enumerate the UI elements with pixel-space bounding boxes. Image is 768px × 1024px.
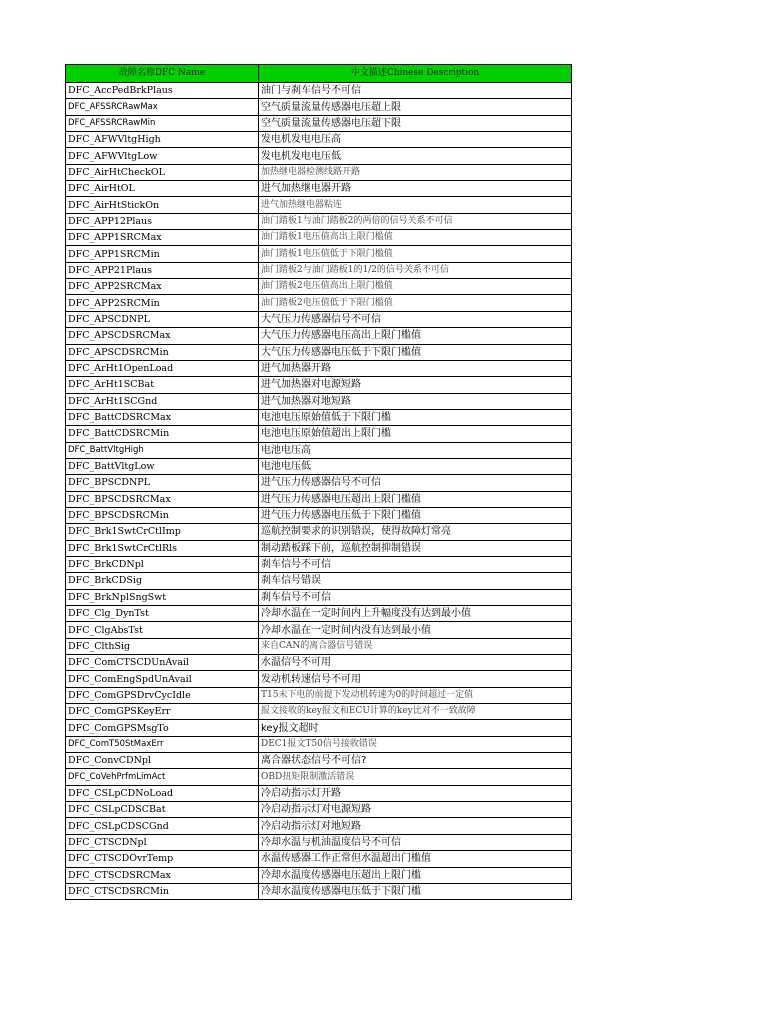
dfc-name-cell: DFC_APSCDSRCMin [66,344,259,360]
table-row [66,181,572,197]
description-cell: 冷却水温度传感器电压超出上限门槛 [259,867,572,883]
table-row [66,197,572,213]
description-cell: 油门踏板2电压值低于下限门槛值 [259,295,572,311]
table-row [66,458,572,474]
dfc-name-cell: DFC_BrkNplSngSwt [66,589,259,605]
description-cell: 电池电压低 [259,458,572,474]
table-row [66,83,572,99]
dfc-name-cell: DFC_ComGPSDrvCycIdle [66,687,259,703]
description-cell: OBD扭矩限制激活错误 [259,769,572,785]
dfc-name-cell: DFC_ComCTSCDUnAvail [66,655,259,671]
dfc-name-cell: DFC_BattCDSRCMax [66,409,259,425]
description-cell: 进气加热器对地短路 [259,393,572,409]
dfc-name-cell: DFC_BPSCDSRCMax [66,491,259,507]
description-cell: 进气加热继电器开路 [259,181,572,197]
description-cell: 电池电压高 [259,442,572,458]
description-cell: 油门踏板2电压值高出上限门槛值 [259,279,572,295]
dfc-name-cell: DFC_CTSCDSRCMin [66,883,259,899]
dfc-name-cell: DFC_APP1SRCMax [66,230,259,246]
description-cell: key报文超时 [259,720,572,736]
header-chinese-description: 中文描述Chinese Description [259,65,572,83]
table-row [66,883,572,899]
table-row [66,377,572,393]
dfc-name-cell: DFC_APP2SRCMin [66,295,259,311]
dfc-name-cell: DFC_AirHtOL [66,181,259,197]
description-cell: 进气加热继电器粘连 [259,197,572,213]
description-cell: 离合器状态信号不可信? [259,753,572,769]
table-row [66,311,572,327]
dfc-name-cell: DFC_ArHt1SCBat [66,377,259,393]
description-cell: 油门踏板1电压值高出上限门槛值 [259,230,572,246]
table-row [66,785,572,801]
table-row [66,426,572,442]
dfc-name-cell: DFC_AirHtCheckOL [66,164,259,180]
description-cell: 发电机发电电压高 [259,132,572,148]
description-cell: 发动机转速信号不可用 [259,671,572,687]
description-cell: 刹车信号不可信 [259,556,572,572]
table-row [66,164,572,180]
table-row [66,393,572,409]
table-row [66,148,572,164]
table-row [66,704,572,720]
dfc-name-cell: DFC_ConvCDNpl [66,753,259,769]
dfc-name-cell: DFC_AccPedBrkPlaus [66,83,259,99]
description-cell: 进气加热器开路 [259,360,572,376]
description-cell: T15未下电的前提下发动机转速为0的时间超过一定值 [259,687,572,703]
table-row [66,655,572,671]
table-row [66,753,572,769]
description-cell: 进气压力传感器电压超出上限门槛值 [259,491,572,507]
description-cell: 冷启动指示灯对地短路 [259,818,572,834]
table-row [66,344,572,360]
dfc-name-cell: DFC_AFSSRCRawMax [66,99,259,115]
table-row [66,115,572,131]
description-cell: 来自CAN的离合器信号错误 [259,638,572,654]
dfc-name-cell: DFC_CSLpCDSCBat [66,802,259,818]
dfc-name-cell: DFC_ClgAbsTst [66,622,259,638]
description-cell: 进气压力传感器信号不可信 [259,475,572,491]
dfc-name-cell: DFC_ArHt1OpenLoad [66,360,259,376]
table-row [66,360,572,376]
dfc-name-cell: DFC_ComT50StMaxErr [66,736,259,752]
table-row [66,230,572,246]
dfc-name-cell: DFC_BrkCDSig [66,573,259,589]
description-cell: 报文接收的key报文和ECU计算的key比对不一致故障 [259,704,572,720]
description-cell: 水温传感器工作正常但水温超出门槛值 [259,851,572,867]
description-cell: 油门踏板1与油门踏板2的两倍的信号关系不可信 [259,213,572,229]
dfc-name-cell: DFC_CoVehPrfmLimAct [66,769,259,785]
table-row [66,867,572,883]
dfc-name-cell: DFC_AirHtStickOn [66,197,259,213]
table-row [66,279,572,295]
dfc-name-cell: DFC_CTSCDNpl [66,834,259,850]
table-row [66,328,572,344]
table-row [66,769,572,785]
description-cell: 进气加热器对电源短路 [259,377,572,393]
table-row [66,475,572,491]
table-row [66,524,572,540]
table-row [66,246,572,262]
table-row [66,507,572,523]
table-row [66,622,572,638]
dfc-name-cell: DFC_Brk1SwtCrCtlRls [66,540,259,556]
description-cell: 冷却水温度传感器电压低于下限门槛 [259,883,572,899]
table-body [66,83,572,900]
description-cell: 冷启动指示灯对电源短路 [259,802,572,818]
description-cell: 空气质量流量传感器电压超下限 [259,115,572,131]
description-cell: 水温信号不可用 [259,655,572,671]
description-cell: 刹车信号不可信 [259,589,572,605]
table-row [66,851,572,867]
table-row [66,262,572,278]
dfc-name-cell: DFC_ClthSig [66,638,259,654]
table-row [66,99,572,115]
description-cell: 油门踏板2与油门踏板1的1/2的信号关系不可信 [259,262,572,278]
description-cell: 发电机发电电压低 [259,148,572,164]
table-row [66,442,572,458]
table-row [66,491,572,507]
table-row [66,295,572,311]
table-row [66,687,572,703]
table-row [66,213,572,229]
table-row [66,638,572,654]
table-row [66,606,572,622]
description-cell: 刹车信号错误 [259,573,572,589]
header-dfc-name: 故障名称DFC Name [66,65,259,83]
table-row [66,589,572,605]
dfc-name-cell: DFC_APP12Plaus [66,213,259,229]
table-row [66,409,572,425]
description-cell: 冷却水温与机油温度信号不可信 [259,834,572,850]
dfc-name-cell: DFC_AFWVltgHigh [66,132,259,148]
dfc-name-cell: DFC_BattCDSRCMin [66,426,259,442]
description-cell: 冷却水温在一定时间内上升幅度没有达到最小值 [259,606,572,622]
dfc-name-cell: DFC_CTSCDOvrTemp [66,851,259,867]
dfc-name-cell: DFC_AFWVltgLow [66,148,259,164]
dfc-name-cell: DFC_ComGPSKeyErr [66,704,259,720]
table-row [66,540,572,556]
table-row [66,802,572,818]
dfc-name-cell: DFC_Brk1SwtCrCtlImp [66,524,259,540]
dfc-name-cell: DFC_APP21Plaus [66,262,259,278]
table-row [66,556,572,572]
table-row [66,720,572,736]
description-cell: 巡航控制要求的识别错误，使得故障灯常亮 [259,524,572,540]
description-cell: 大气压力传感器电压高出上限门槛值 [259,328,572,344]
description-cell: 大气压力传感器电压低于下限门槛值 [259,344,572,360]
table-row [66,671,572,687]
description-cell: 冷启动指示灯开路 [259,785,572,801]
table-row [66,573,572,589]
description-cell: 大气压力传感器信号不可信 [259,311,572,327]
dfc-name-cell: DFC_Clg_DynTst [66,606,259,622]
dfc-name-cell: DFC_CSLpCDSCGnd [66,818,259,834]
dfc-name-cell: DFC_BattVltgLow [66,458,259,474]
description-cell: 加热继电器检测线路开路 [259,164,572,180]
table-row [66,736,572,752]
description-cell: 油门与刹车信号不可信 [259,83,572,99]
dfc-name-cell: DFC_BattVltgHigh [66,442,259,458]
dfc-name-cell: DFC_AFSSRCRawMin [66,115,259,131]
description-cell: DEC1报文T50信号接收错误 [259,736,572,752]
description-cell: 制动踏板踩下前，巡航控制抑制错误 [259,540,572,556]
dfc-name-cell: DFC_CTSCDSRCMax [66,867,259,883]
table-row [66,818,572,834]
dfc-name-cell: DFC_ComEngSpdUnAvail [66,671,259,687]
dfc-name-cell: DFC_APP2SRCMax [66,279,259,295]
dfc-name-cell: DFC_BPSCDNPL [66,475,259,491]
description-cell: 进气压力传感器电压低于下限门槛值 [259,507,572,523]
table-header-row [66,65,572,83]
dfc-name-cell: DFC_ComGPSMsgTo [66,720,259,736]
dfc-name-cell: DFC_ArHt1SCGnd [66,393,259,409]
dfc-table [65,64,572,900]
description-cell: 冷却水温在一定时间内没有达到最小值 [259,622,572,638]
description-cell: 电池电压原始值低于下限门槛 [259,409,572,425]
dfc-name-cell: DFC_BPSCDSRCMin [66,507,259,523]
table-row [66,834,572,850]
description-cell: 电池电压原始值超出上限门槛 [259,426,572,442]
dfc-name-cell: DFC_APSCDSRCMax [66,328,259,344]
table-row [66,132,572,148]
description-cell: 油门踏板1电压值低于下限门槛值 [259,246,572,262]
dfc-name-cell: DFC_BrkCDNpl [66,556,259,572]
dfc-name-cell: DFC_APSCDNPL [66,311,259,327]
dfc-name-cell: DFC_CSLpCDNoLoad [66,785,259,801]
dfc-name-cell: DFC_APP1SRCMin [66,246,259,262]
description-cell: 空气质量流量传感器电压超上限 [259,99,572,115]
